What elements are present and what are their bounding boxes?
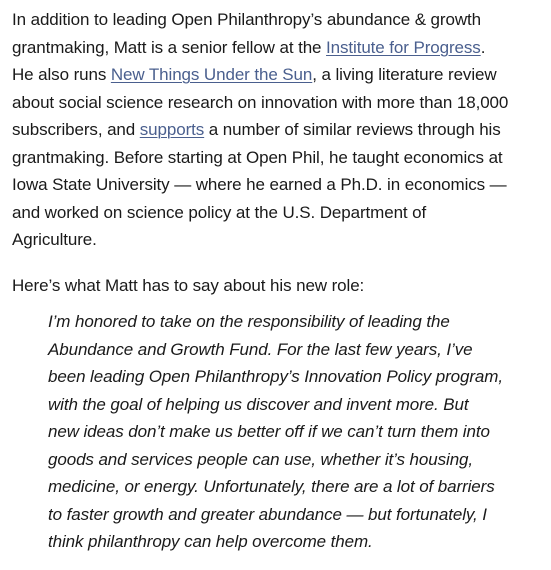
quote-line: medicine, or energy. Unfortunately, there are a lot of barriers bbox=[48, 477, 495, 496]
quote-line: to faster growth and greater abundance — but fortunately, I bbox=[48, 504, 487, 524]
intro-line-1: In addition to leading Open Philanthropy’s abundance & growth bbox=[12, 10, 481, 29]
quote-line: with the goal of helping us discover and invent more. But bbox=[48, 394, 469, 414]
matt-quote bbox=[12, 308, 541, 556]
lead-line: Here’s what Matt has to say about his new role: bbox=[12, 275, 365, 295]
intro-line-2 bbox=[12, 34, 541, 62]
intro-line-3 bbox=[12, 61, 541, 89]
intro-line-4: about social science research on innovation with more than 18,000 bbox=[12, 92, 509, 112]
new-things-under-the-sun-link[interactable]: New Things Under the Sun bbox=[110, 65, 313, 84]
quote-line: new ideas don’t make us better off if we can’t turn them into bbox=[48, 422, 490, 441]
quote-line: I’m honored to take on the responsibility of leading the bbox=[48, 312, 450, 331]
supports-link[interactable]: supports bbox=[139, 120, 205, 139]
intro-line-2-end: . bbox=[480, 37, 486, 57]
intro-line-2-text: grantmaking, Matt is a senior fellow at the bbox=[12, 37, 327, 57]
lead-paragraph bbox=[12, 272, 541, 300]
quote-line: been leading Open Philanthropy’s Innovation Policy program, bbox=[48, 367, 503, 386]
intro-paragraph bbox=[12, 6, 541, 254]
quote-line: think philanthropy can help overcome them. bbox=[48, 532, 373, 551]
intro-line-9: Agriculture. bbox=[12, 230, 97, 249]
intro-line-3-text: He also runs bbox=[12, 65, 111, 84]
quote-line: goods and services people can use, whether it’s housing, bbox=[48, 449, 474, 469]
intro-line-6: grantmaking. Before starting at Open Phil, he taught economics at bbox=[12, 147, 503, 167]
quote-line: Abundance and Growth Fund. For the last few years, I’ve bbox=[48, 339, 473, 359]
intro-line-3-end: , a living literature review bbox=[312, 65, 497, 84]
institute-for-progress-link[interactable]: Institute for Progress bbox=[326, 37, 481, 57]
intro-line-8: and worked on science policy at the U.S. Department of bbox=[12, 202, 427, 222]
intro-line-5-end: a number of similar reviews through his bbox=[204, 120, 501, 139]
intro-line-5 bbox=[12, 116, 541, 144]
intro-line-7: Iowa State University — where he earned a Ph.D. in economics — bbox=[12, 175, 507, 194]
intro-line-5-text: subscribers, and bbox=[12, 120, 140, 139]
